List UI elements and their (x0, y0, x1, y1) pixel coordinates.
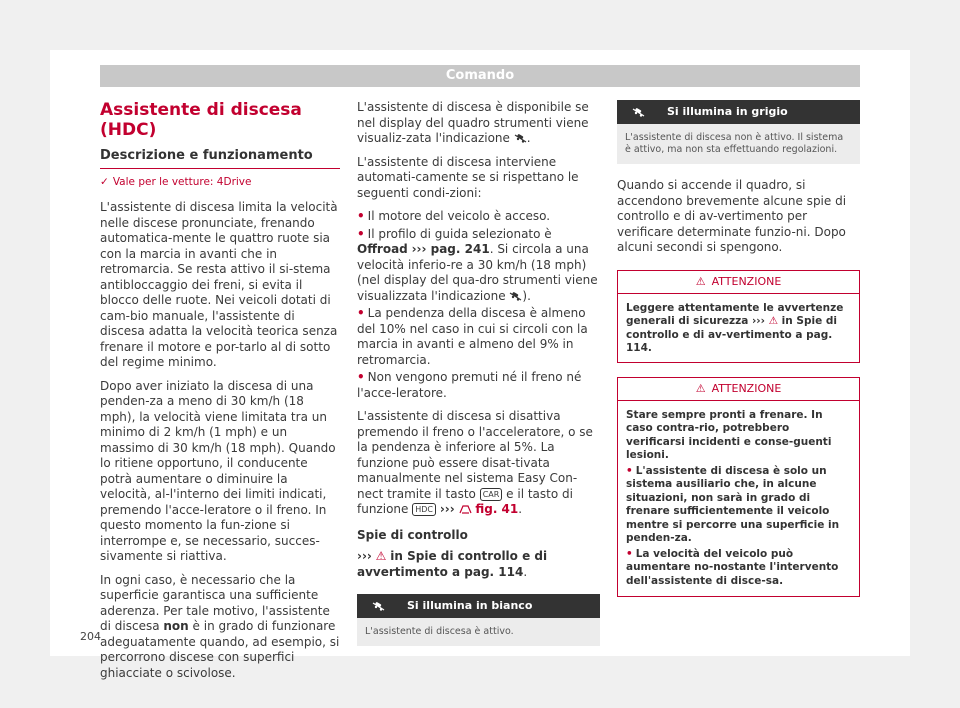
list-item: • L'assistente di discesa è solo un sistema ausiliario che, in alcune situazioni, non sarà in grado di frenare sufficientemente il veicolo mentre si percorre una superficie in penden-za. (626, 464, 840, 544)
warning-triangle-icon: ⚠ (768, 315, 778, 327)
warning-box (617, 270, 860, 363)
figure-ref-icon (459, 504, 472, 515)
indicator-header: Si illumina in grigio (617, 100, 860, 124)
list-item: • La velocità del veicolo può aumentare no-nostante l'intervento dell'assistente di disce-sa. (626, 547, 839, 587)
hill-descent-icon (632, 107, 645, 118)
manual-page (50, 50, 910, 680)
warning-header: ⚠ ATTENZIONE (618, 378, 859, 401)
subheading: Spie di controllo (357, 527, 468, 542)
list-item: • Il motore del veicolo è acceso. (357, 209, 551, 223)
column-2 (357, 100, 600, 646)
page-link[interactable]: ››› pag. 241 (411, 242, 490, 256)
warning-body: Leggere attentamente le avvertenze generali di sicurezza ››› ⚠ in Spie di controllo e di av-vertimento a pag. 114. (626, 301, 844, 354)
warning-triangle-icon: ⚠ (695, 381, 706, 395)
warning-triangle-icon: ⚠ (375, 549, 387, 563)
page-title: Assistente di discesa (HDC) (100, 100, 302, 140)
hill-descent-icon (514, 133, 527, 144)
indicator-header: Si illumina in bianco (357, 594, 600, 618)
section-subtitle: Descrizione e funzionamento (100, 148, 340, 169)
page-link[interactable]: in Spie di controllo e di avvertimento a pag. 114 (357, 549, 548, 579)
column-3 (617, 100, 860, 611)
hdc-key-icon: HDC (412, 503, 436, 516)
paragraph: Quando si accende il quadro, si accendono brevemente alcune spie di controllo e di av-vertimento per verificare determinate funzio-ni. Dopo alcuni secondi si spengono. (617, 178, 847, 254)
paragraph: L'assistente di discesa si disattiva premendo il freno o l'acceleratore, o se la pendenza è inferiore al 5%. La funzione può essere disat-tivata manualmente nel sistema Easy Con-nect tramite il tasto CAR e il tasto di funzione HDC ››› fig. 41. (357, 409, 593, 516)
warning-triangle-icon: ⚠ (695, 274, 706, 288)
page-number: 204 (80, 630, 101, 643)
paragraph: L'assistente di discesa interviene automati-camente se si rispettano le seguenti condi-zioni: (357, 154, 579, 200)
indicator-description: L'assistente di discesa non è attivo. Il sistema è attivo, ma non sta effettuando regolazioni. (625, 132, 844, 155)
indicator-table (617, 100, 860, 164)
indicator-description: L'assistente di discesa è attivo. (365, 626, 514, 637)
indicator-table (357, 594, 600, 646)
paragraph: L'assistente di discesa limita la velocità nelle discese pronunciate, frenando automatica-mente le quattro ruote sia con la marcia in avanti che in retromarcia. Se resta attivo il si-stema antibloccaggio dei freni, si evita il blocco delle ruote. Nei veicoli dotati di cam-bio manuale, l'assistente di discesa adatta la velocità teorica senza frenare il motore e por-tarlo al di sotto del regime minimo. (100, 200, 338, 369)
column-1 (100, 100, 340, 689)
list-item: • Il profilo di guida selezionato è Offroad ››› pag. 241. Si circola a una velocità inferio-re a 30 km/h (18 mph) (nel display del qua-dro strumenti viene visualizzata l'indicazione ). (357, 226, 598, 303)
page-link[interactable]: in Spie di controllo e di av-vertimento a pag. 114. (626, 315, 837, 354)
hill-descent-icon (509, 291, 522, 302)
warning-body: Stare sempre pronti a frenare. In caso contra-rio, potrebbero verificarsi incidenti e conse-guenti lesioni. • L'assistente di discesa è solo un sistema ausiliario che, in alcune situazioni, non sarà in grado di frenare sufficientemente il veicolo mentre si percorre una superficie in penden-za. • La velocità del veicolo può aumentare no-nostante l'intervento dell'assistente di disce-sa. (618, 401, 859, 597)
warning-box (617, 377, 860, 598)
reference: ››› ⚠ in Spie di controllo e di avvertimento a pag. 114. (357, 549, 548, 579)
paragraph: Dopo aver iniziato la discesa di una penden-za a meno di 30 km/h (18 mph), la velocità viene limitata tra un minimo di 2 km/h (1 mph) e un massimo di 30 km/h (18 mph). Quando lo ritiene opportuno, il conducente potrà aumentare o diminuire la velocità, al-l'interno dei limiti indicati, premendo l'acce-leratore o il freno. In questo momento la fun-zione si interrompe e, se necessario, succes-sivamente si riattiva. (100, 378, 336, 563)
list-item: • La pendenza della discesa è almeno del 10% nel caso in cui si circoli con la marcia in avanti e almeno del 9% in retromarcia. (357, 306, 588, 367)
paragraph: In ogni caso, è necessario che la superficie garantisca una sufficiente aderenza. Per tale motivo, l'assistente di discesa non è in grado di funzionare adeguatamente quando, ad esempio, si percorrono discese con superfici ghiacciate o scivolose. (100, 572, 340, 680)
paragraph: L'assistente di discesa è disponibile se nel display del quadro strumenti viene visualiz-zata l'indicazione . (357, 100, 589, 145)
check-icon: ✓ (100, 175, 109, 188)
hill-descent-icon (372, 601, 385, 612)
list-item: • Non vengono premuti né il freno né l'acce-leratore. (357, 370, 582, 400)
warning-header: ⚠ ATTENZIONE (618, 271, 859, 294)
section-header: Comando (100, 65, 860, 87)
car-key-icon: CAR (480, 488, 503, 501)
figure-link[interactable]: fig. 41 (475, 502, 519, 516)
validity-note: ✓ Vale per le vetture: 4Drive (100, 175, 252, 188)
